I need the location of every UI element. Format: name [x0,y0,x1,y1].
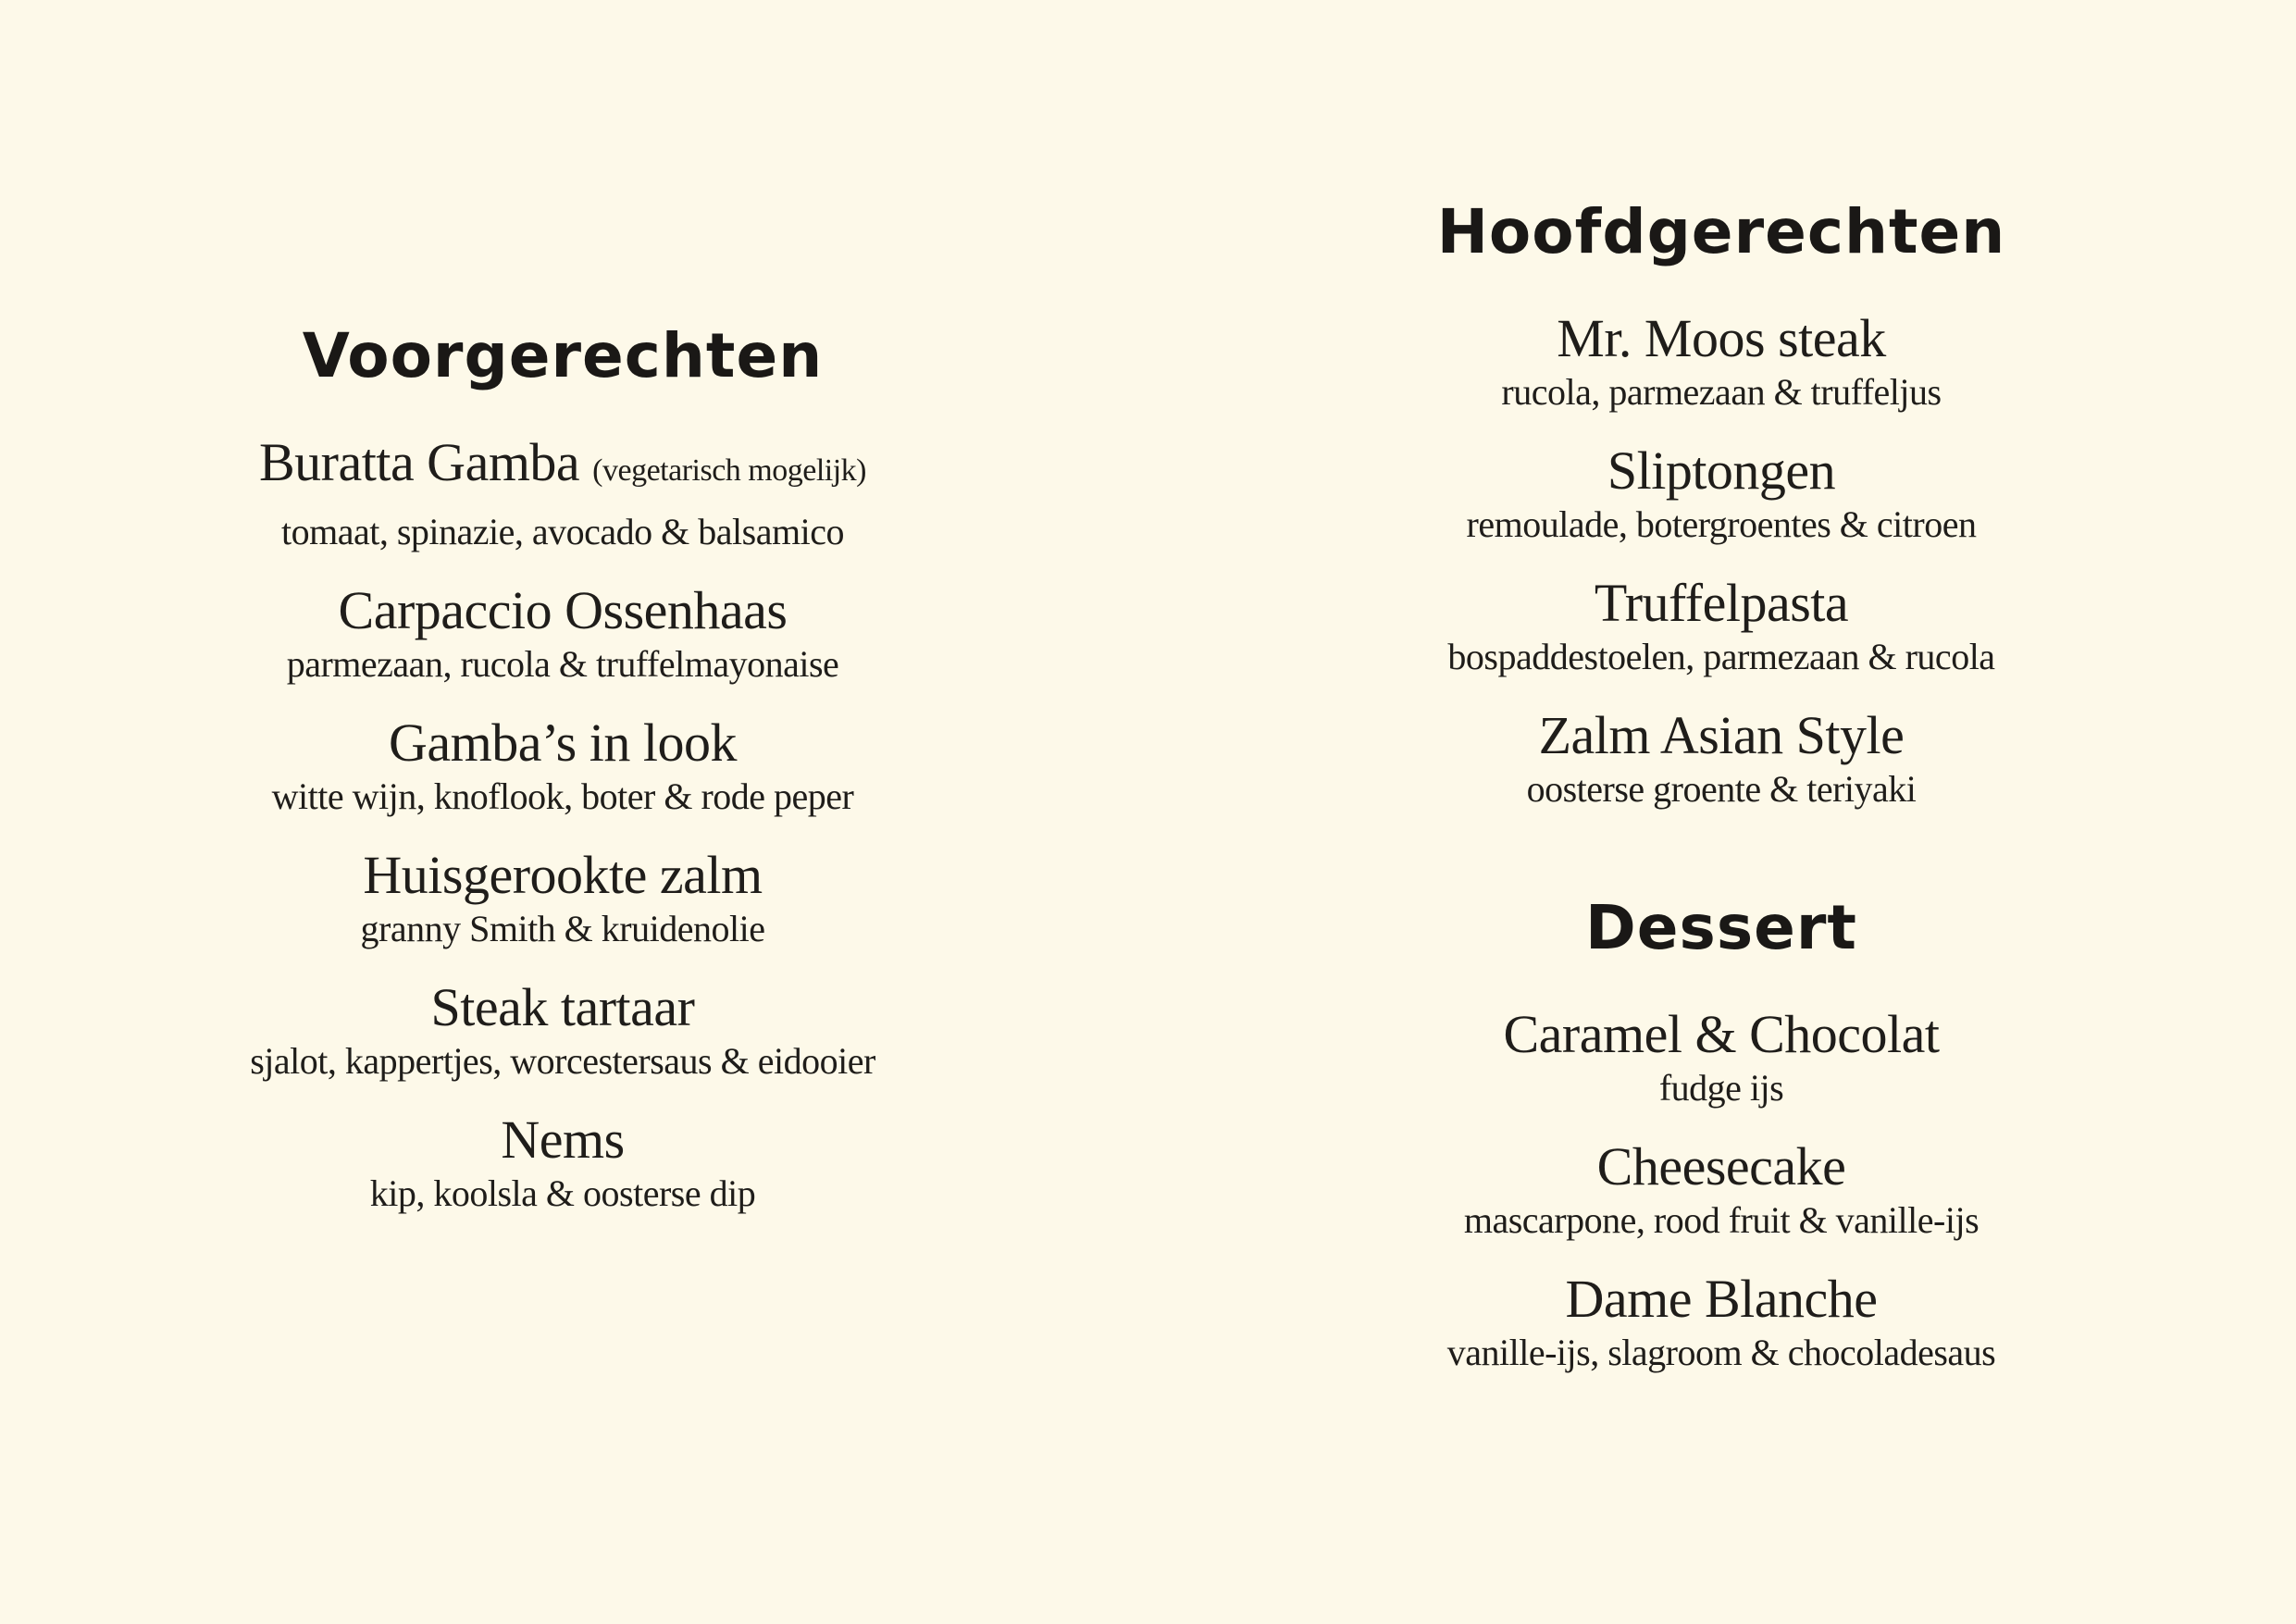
right-column [1259,191,2184,1402]
menu-item [100,1110,1025,1218]
menu-item-description: granny Smith & kruidenolie [360,908,765,949]
menu-item-description: rucola, parmezaan & truffeljus [1501,371,1942,413]
menu-item-description: mascarpone, rood fruit & vanille-ijs [1463,1199,1980,1241]
menu-item-description: remoulade, botergroentes & citroen [1466,503,1977,545]
menu-item-name: Truffelpasta [1594,573,1849,633]
menu-item [100,978,1025,1085]
menu-item-description: witte wijn, knoflook, boter & rode peper [271,775,854,817]
menu-item [100,713,1025,821]
menu-item-name: Gamba’s in look [389,713,737,773]
menu-item [1259,441,2184,549]
menu-item-name: Mr. Moos steak [1557,308,1886,368]
menu-item [100,581,1025,688]
menu-item-name: Dame Blanche [1565,1269,1878,1329]
menu-item [1259,309,2184,416]
voorgerechten-section [100,315,1025,1243]
menu-item-description: oosterse groente & teriyaki [1526,768,1917,810]
menu-item-name: Zalm Asian Style [1538,705,1905,765]
menu-item [1259,706,2184,813]
menu-item [100,846,1025,953]
section-title-dessert: Dessert [1585,892,1857,963]
menu-item-description: vanille-ijs, slagroom & chocoladesaus [1446,1332,1996,1373]
menu-item-description: sjalot, kappertjes, worcestersaus & eidooier [250,1040,875,1082]
menu-item-description: bospaddestoelen, parmezaan & rucola [1447,636,1995,677]
menu-item-name: Caramel & Chocolat [1503,1004,1940,1064]
dessert-section [1259,886,2184,1377]
menu-item [1259,574,2184,681]
menu-item-description: fudge ijs [1658,1067,1784,1109]
menu-item-name [100,433,1025,501]
voorgerechten-list [100,433,1025,1218]
menu-item-description: kip, koolsla & oosterse dip [369,1172,756,1214]
menu-item-name-text: Buratta Gamba [258,432,580,492]
hoofdgerechten-section [1259,191,2184,813]
section-title-hoofdgerechten: Hoofdgerechten [1436,196,2006,267]
section-spacer [1259,838,2184,886]
menu-item-name: Cheesecake [1596,1136,1846,1196]
menu-item-name: Sliptongen [1607,440,1836,501]
dessert-list [1259,1005,2184,1377]
menu-item-description: parmezaan, rucola & truffelmayonaise [286,643,839,685]
menu-item-name: Huisgerookte zalm [363,845,763,905]
section-title-voorgerechten: Voorgerechten [302,320,824,391]
menu-item-name: Nems [501,1110,625,1170]
menu-item [1259,1137,2184,1245]
menu-item [100,433,1025,556]
menu-item-note: (vegetarisch mogelijk) [592,453,867,488]
hoofdgerechten-list [1259,309,2184,813]
menu-item [1259,1270,2184,1377]
menu-item [1259,1005,2184,1112]
menu-item-name: Steak tartaar [430,977,695,1037]
menu-item-description: tomaat, spinazie, avocado & balsamico [281,511,844,552]
menu-item-name: Carpaccio Ossenhaas [338,580,788,640]
